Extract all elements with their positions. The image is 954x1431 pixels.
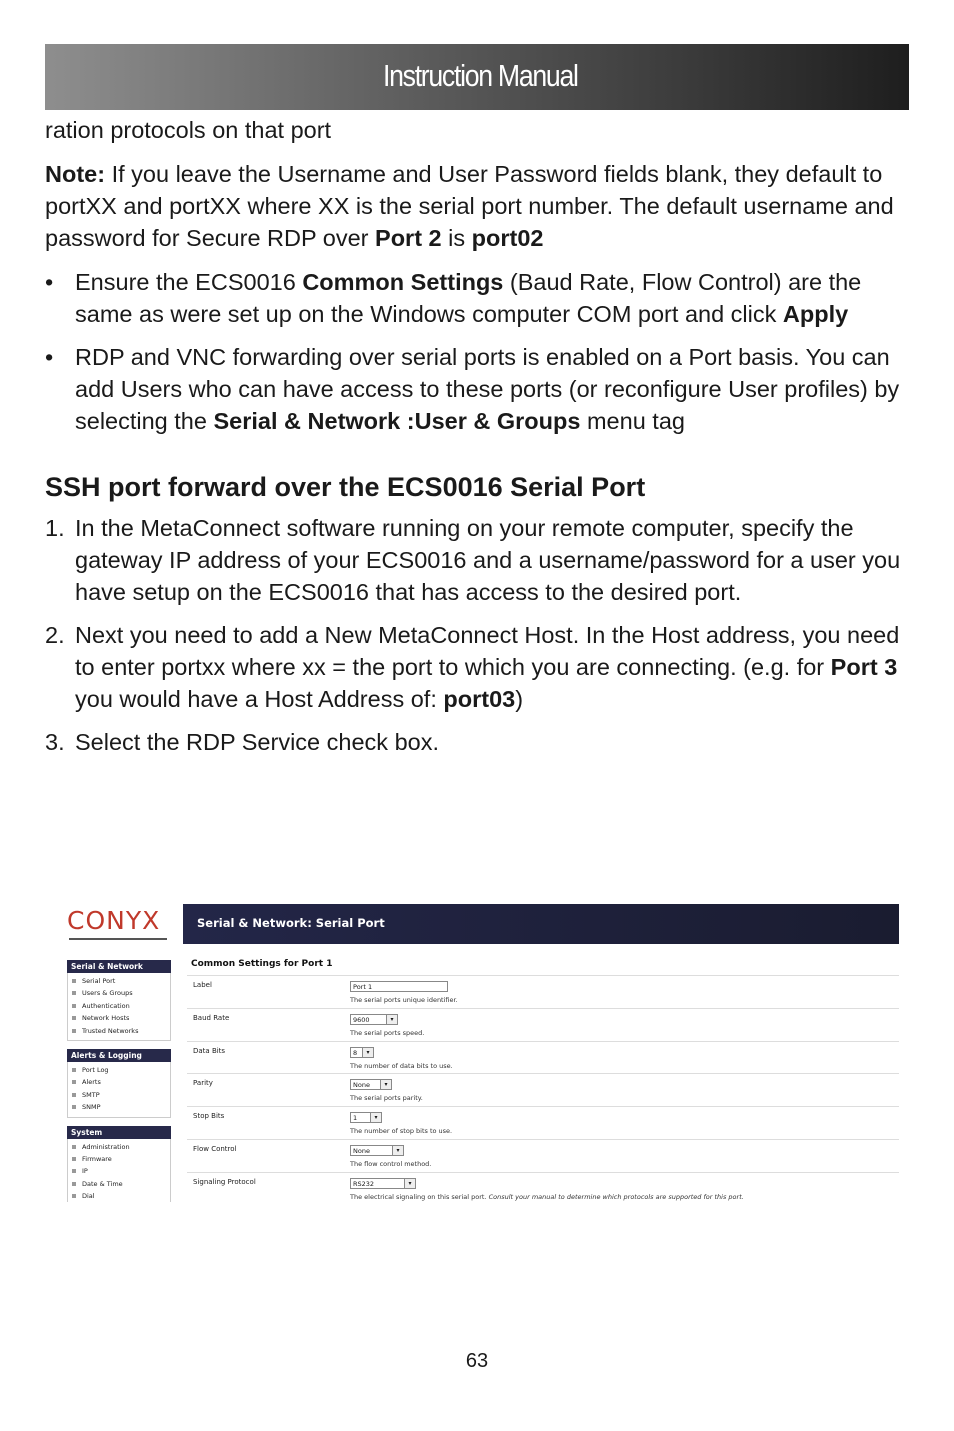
- step-text: ): [515, 686, 524, 712]
- sidebar-item-label: Serial Port: [82, 977, 116, 985]
- sidebar-item-label: Alerts: [82, 1078, 101, 1087]
- sidebar-group-head: Alerts & Logging: [67, 1049, 171, 1062]
- field-help: The serial ports unique identifier.: [350, 996, 458, 1004]
- field-label: Flow Control: [193, 1144, 237, 1153]
- bullet-item-rdp-vnc: [45, 341, 915, 437]
- sidebar-item-label: SNMP: [82, 1103, 101, 1112]
- field-help: The serial ports parity.: [350, 1094, 423, 1103]
- chevron-down-icon: ▾: [386, 1015, 397, 1024]
- form-row-parity: [187, 1074, 899, 1107]
- bullet-text: menu tag: [580, 408, 685, 434]
- screenshot-sidebar: [67, 960, 171, 1202]
- step-1: [45, 512, 915, 608]
- sidebar-item-port-log[interactable]: [72, 1064, 170, 1076]
- form-title: Common Settings for Port 1: [187, 955, 899, 976]
- field-label: Data Bits: [193, 1046, 226, 1055]
- select-value: 9600: [353, 1015, 370, 1024]
- screenshot-titlebar: [183, 904, 899, 944]
- sidebar-item-network-hosts[interactable]: [72, 1012, 170, 1024]
- bullet-square-icon: [72, 1145, 76, 1149]
- sidebar-item-label: Users & Groups: [82, 989, 133, 998]
- bullet-mark: •: [45, 269, 54, 295]
- sidebar-item-authentication[interactable]: [72, 1000, 170, 1012]
- step-number: 3.: [45, 729, 65, 755]
- bullet-square-icon: [72, 1157, 76, 1161]
- step-bold: Port 3: [830, 654, 898, 680]
- bullet-square-icon: [72, 1093, 76, 1097]
- common-settings-form: [187, 955, 899, 1202]
- bullet-text: (Baud Rate, Flow Control) are the same as were set up on the Windows computer COM port and click: [75, 269, 862, 327]
- field-help-text: The electrical signaling on this serial port.: [350, 1192, 489, 1201]
- step-text: In the MetaConnect software running on your remote computer, specify the gateway IP address of your ECS0016 and a username/password for a user you have setup on the ECS0016 that has access to the desired port.: [75, 515, 901, 605]
- field-label: Stop Bits: [193, 1112, 225, 1121]
- chevron-down-icon: ▾: [380, 1080, 391, 1089]
- chevron-down-icon: ▾: [362, 1048, 373, 1057]
- baud-rate-select[interactable]: [350, 1014, 398, 1025]
- sidebar-item-label: Authentication: [82, 1001, 130, 1010]
- note-text-2: is: [441, 225, 472, 251]
- note-text-1: If you leave the Username and User Password fields blank, they default to portXX and portXX where XX is the serial port number. The default username and password for Secure RDP over: [45, 161, 894, 251]
- section-title: SSH port forward over the ECS0016 Serial Port: [45, 472, 646, 502]
- form-row-data-bits: [187, 1042, 899, 1075]
- field-help: The number of data bits to use.: [350, 1061, 453, 1070]
- sidebar-group-alerts-logging: [67, 1049, 171, 1118]
- field-label: Signaling Protocol: [193, 1177, 256, 1186]
- field-help: The number of stop bits to use.: [350, 1127, 453, 1136]
- screenshot-title: Serial & Network: Serial Port: [197, 916, 385, 930]
- bullet-text: Ensure the ECS0016: [75, 269, 303, 295]
- page-number: 63: [465, 1350, 489, 1372]
- bullet-square-icon: [72, 979, 76, 983]
- sidebar-item-label: Trusted Networks: [82, 1026, 139, 1035]
- bullet-square-icon: [72, 1080, 76, 1084]
- bullet-item-common-settings: [45, 266, 915, 330]
- step-3: [45, 726, 915, 758]
- bullet-square-icon: [72, 991, 76, 995]
- bullet-square-icon: [72, 1068, 76, 1072]
- note-paragraph: [45, 158, 915, 254]
- header-title: Instruction Manual: [383, 58, 578, 93]
- conyx-logo: CONYX: [67, 906, 161, 935]
- continuation-text: ration protocols on that port: [45, 117, 332, 143]
- signaling-protocol-select[interactable]: [350, 1178, 416, 1189]
- sidebar-item-label: Date & Time: [82, 1179, 123, 1188]
- bullet-square-icon: [72, 1194, 76, 1198]
- bullet-square-icon: [72, 1182, 76, 1186]
- sidebar-group-serial-network: [67, 960, 171, 1041]
- sidebar-item-alerts[interactable]: [72, 1076, 170, 1088]
- sidebar-item-label: SMTP: [82, 1090, 100, 1099]
- chevron-down-icon: ▾: [392, 1146, 403, 1155]
- sidebar-item-smtp[interactable]: [72, 1089, 170, 1101]
- step-bold: port03: [443, 686, 516, 712]
- sidebar-item-ip[interactable]: [72, 1165, 170, 1177]
- sidebar-item-firmware[interactable]: [72, 1153, 170, 1165]
- chevron-down-icon: ▾: [370, 1113, 381, 1122]
- step-text: you would have a Host Address of:: [75, 686, 444, 712]
- sidebar-item-label: Dial: [82, 1192, 95, 1201]
- bullet-square-icon: [72, 1004, 76, 1008]
- bullet-square-icon: [72, 1105, 76, 1109]
- select-value: RS232: [353, 1179, 375, 1188]
- logo-underline: [69, 938, 167, 940]
- note-bold-port02: port02: [471, 225, 544, 251]
- form-row-stop-bits: [187, 1107, 899, 1140]
- select-value: 8: [353, 1048, 358, 1057]
- form-row-flow-control: [187, 1140, 899, 1173]
- bullet-text: RDP and VNC forwarding over serial ports is enabled on a Port basis. You can add Users who can have access to these ports (or reconfigure User profiles) by selecting the: [75, 344, 900, 434]
- form-row-signaling-protocol: [187, 1173, 899, 1202]
- step-number: 2.: [45, 622, 65, 648]
- note-bold-port2: Port 2: [375, 225, 442, 251]
- field-label: Label: [193, 981, 212, 989]
- step-number: 1.: [45, 515, 65, 541]
- main-content: [45, 114, 915, 769]
- embedded-screenshot: [55, 904, 899, 1202]
- sidebar-group-head: System: [67, 1126, 171, 1139]
- select-value: None: [353, 1146, 370, 1155]
- field-help: The serial ports speed.: [350, 1028, 425, 1037]
- bullet-bold: Common Settings: [302, 269, 504, 295]
- field-help: The flow control method.: [350, 1159, 432, 1168]
- sidebar-item-label: Firmware: [82, 1155, 112, 1164]
- sidebar-item-serial-port[interactable]: [72, 975, 170, 987]
- note-label: Note:: [45, 161, 106, 187]
- bullet-square-icon: [72, 1016, 76, 1020]
- sidebar-item-date-time[interactable]: [72, 1178, 170, 1190]
- field-label: Parity: [193, 1079, 213, 1088]
- sidebar-item-snmp[interactable]: [72, 1101, 170, 1113]
- chevron-down-icon: ▾: [404, 1179, 415, 1188]
- select-value: None: [353, 1081, 370, 1090]
- field-label: Baud Rate: [193, 1013, 230, 1022]
- step-text: Next you need to add a New MetaConnect Host. In the Host address, you need to enter portxx where xx = the port to which you are connecting. (e.g. for: [75, 622, 900, 680]
- form-row-baud-rate: [187, 1009, 899, 1042]
- field-help-italic: Consult your manual to determine which protocols are supported for this port.: [488, 1192, 744, 1201]
- flow-control-select[interactable]: [350, 1145, 404, 1156]
- field-help: [350, 1193, 744, 1201]
- sidebar-group-system: [67, 1126, 171, 1202]
- sidebar-item-trusted-networks[interactable]: [72, 1025, 170, 1037]
- sidebar-item-administration[interactable]: [72, 1141, 170, 1153]
- step-2: [45, 619, 915, 715]
- sidebar-item-label: Port Log: [82, 1066, 109, 1075]
- select-value: 1: [353, 1114, 358, 1123]
- sidebar-item-users-groups[interactable]: [72, 987, 170, 999]
- sidebar-item-label: Administration: [82, 1142, 130, 1151]
- stop-bits-select[interactable]: [350, 1112, 382, 1123]
- parity-select[interactable]: [350, 1079, 392, 1090]
- bullet-square-icon: [72, 1029, 76, 1033]
- step-text: Select the RDP Service check box.: [75, 729, 439, 755]
- bullet-square-icon: [72, 1169, 76, 1173]
- bullet-bold: Apply: [782, 301, 849, 327]
- label-input[interactable]: Port 1: [350, 981, 448, 992]
- sidebar-item-label: Network Hosts: [82, 1014, 130, 1023]
- bullet-mark: •: [45, 344, 54, 370]
- form-row-label: [187, 976, 899, 1009]
- data-bits-select[interactable]: [350, 1047, 374, 1058]
- bullet-bold: Serial & Network :User & Groups: [213, 408, 581, 434]
- sidebar-item-dial[interactable]: [72, 1190, 170, 1202]
- sidebar-item-label: IP: [82, 1167, 88, 1176]
- sidebar-group-head: Serial & Network: [67, 960, 171, 973]
